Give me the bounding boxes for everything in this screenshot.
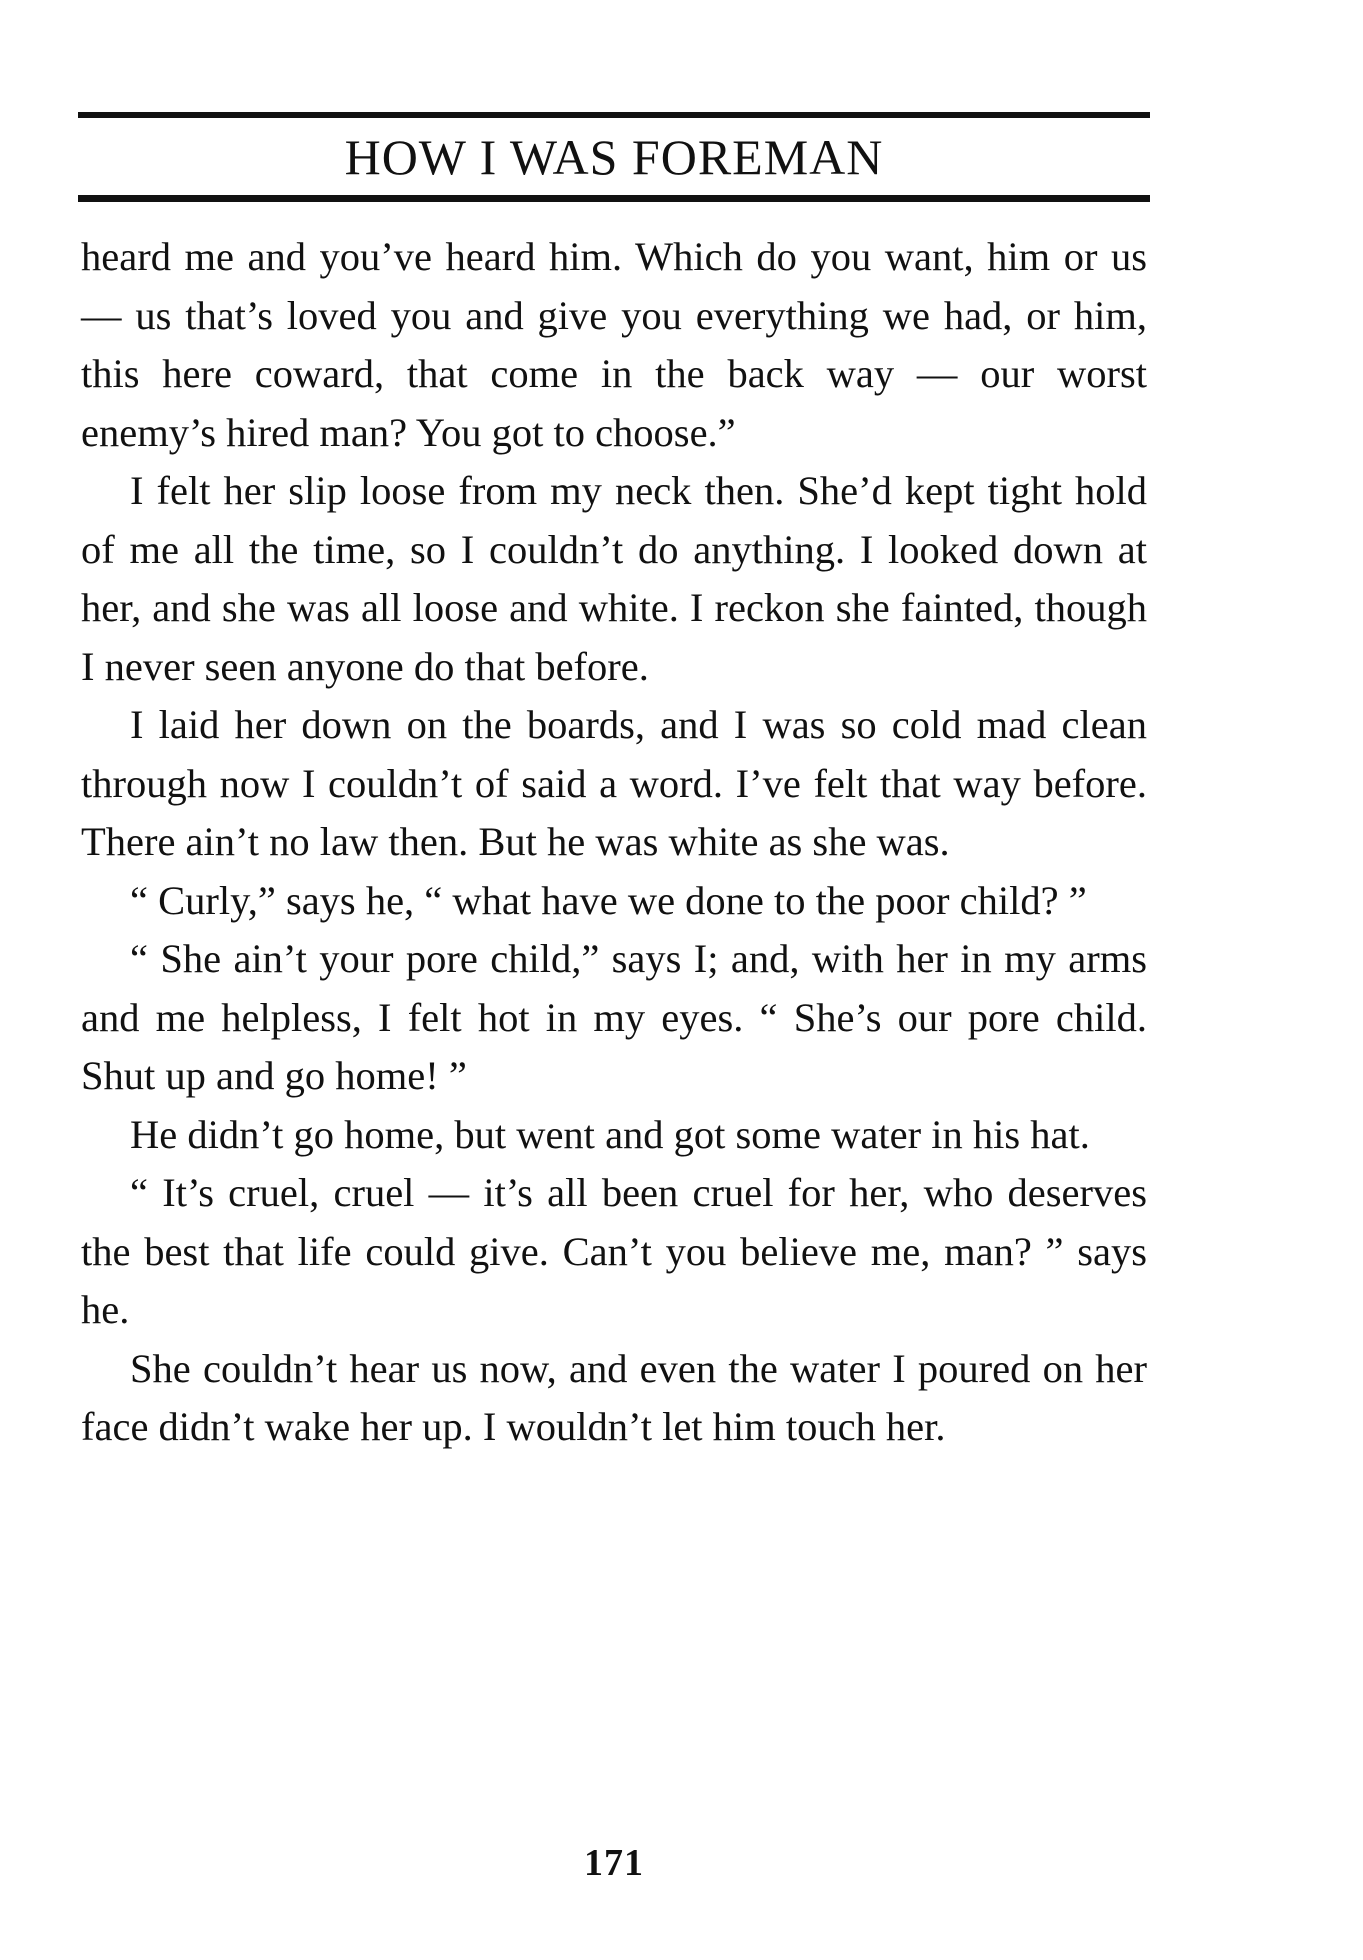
paragraph: I laid her down on the boards, and I was so cold mad clean through now I couldn’t of said a word. I’ve felt that way before. There ain’t no law then. But he was white as she was. — [81, 702, 1147, 864]
paragraph: “ It’s cruel, cruel — it’s all been cruel for her, who deserves the best that life could give. Can’t you believe me, man? ” says he. — [81, 1170, 1147, 1332]
header-bottom-rule — [78, 195, 1150, 202]
body-text — [81, 228, 1147, 1457]
page-number: 171 — [584, 1842, 644, 1884]
paragraph: She couldn’t hear us now, and even the water I poured on her face didn’t wake her up. I wouldn’t let him touch her. — [81, 1345, 1147, 1449]
running-title: HOW I WAS FOREMAN — [344, 129, 884, 185]
paragraph: heard me and you’ve heard him. Which do you want, him or us — us that’s loved you and give you everything we had, or him, this here coward, that come in the back way — our worst enemy’s hired man? You got to choose.” — [81, 234, 1147, 455]
paragraph: I felt her slip loose from my neck then. She’d kept tight hold of me all the time, so I couldn’t do anything. I looked down at her, and she was all loose and white. I reckon she fainted, though I never seen anyone do that before. — [81, 468, 1147, 689]
paragraph: “ She ain’t your pore child,” says I; and, with her in my arms and me helpless, I felt hot in my eyes. “ She’s our pore child. Shut up and go home! ” — [81, 936, 1147, 1098]
paragraph: He didn’t go home, but went and got some water in his hat. — [130, 1111, 1090, 1157]
header-top-rule — [78, 112, 1150, 118]
paragraph: “ Curly,” says he, “ what have we done to the poor child? ” — [130, 877, 1087, 923]
